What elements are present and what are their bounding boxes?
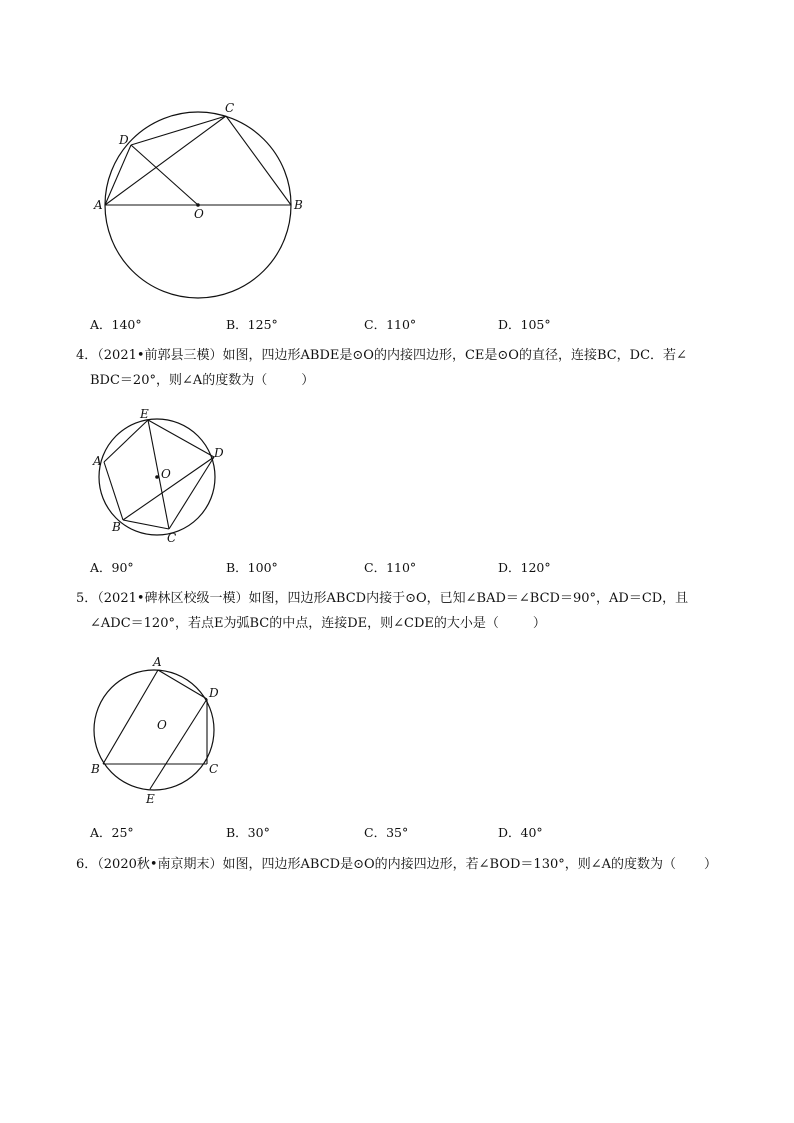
segment-ab bbox=[103, 670, 158, 764]
label-o: O bbox=[161, 467, 171, 481]
question-5 bbox=[76, 586, 736, 636]
center-point bbox=[155, 475, 159, 479]
options-q5 bbox=[90, 823, 730, 841]
label-b: B bbox=[294, 198, 303, 212]
question-4-line1: 4．（2021•前郭县三模）如图，四边形ABDE是⊙O的内接四边形，CE是⊙O的直径，连接BC，DC．若∠ bbox=[76, 348, 687, 363]
segments bbox=[105, 116, 291, 205]
option-c[interactable]: C．110° bbox=[364, 560, 417, 575]
options-q3 bbox=[90, 315, 730, 333]
option-b[interactable]: B．30° bbox=[226, 825, 270, 840]
options-q4 bbox=[90, 558, 730, 576]
label-b: B bbox=[112, 520, 121, 534]
segment-ac bbox=[105, 116, 226, 205]
segments bbox=[104, 420, 214, 529]
option-d[interactable]: D．40° bbox=[498, 825, 543, 840]
label-e: E bbox=[146, 792, 155, 806]
label-c: C bbox=[209, 762, 219, 776]
figure-q5 bbox=[88, 652, 238, 812]
option-b[interactable]: B．100° bbox=[226, 560, 278, 575]
label-e: E bbox=[140, 407, 149, 421]
question-4-source: （2021•前郭县三模） bbox=[97, 348, 223, 363]
question-4 bbox=[76, 343, 736, 393]
label-d: D bbox=[119, 133, 129, 147]
label-c: C bbox=[167, 531, 177, 545]
segment-ab bbox=[104, 462, 123, 520]
option-a[interactable]: A．90° bbox=[90, 560, 134, 575]
segment-da bbox=[158, 670, 207, 699]
label-o: O bbox=[194, 207, 204, 221]
label-a: A bbox=[153, 655, 162, 669]
label-b: B bbox=[91, 762, 100, 776]
question-5-source: （2021•碑林区校级一模） bbox=[97, 591, 249, 606]
question-4-line2: BDC＝20°，则∠A的度数为（ ） bbox=[90, 373, 315, 388]
segment-dc bbox=[131, 116, 226, 145]
option-a[interactable]: A．25° bbox=[90, 825, 134, 840]
segment-de bbox=[148, 420, 214, 457]
figure-q3 bbox=[90, 98, 310, 308]
label-o: O bbox=[157, 718, 167, 732]
label-d: D bbox=[214, 446, 224, 460]
question-5-line1: 5．（2021•碑林区校级一模）如图，四边形ABCD内接于⊙O，已知∠BAD＝∠BCD＝90°，AD＝CD，且 bbox=[76, 591, 689, 606]
segments bbox=[103, 670, 207, 789]
option-d[interactable]: D．105° bbox=[498, 317, 551, 332]
option-d[interactable]: D．120° bbox=[498, 560, 551, 575]
question-5-line2: ∠ADC＝120°，若点E为弧BC的中点，连接DE，则∠CDE的大小是（ ） bbox=[90, 616, 546, 631]
label-c: C bbox=[225, 101, 235, 115]
segment-do bbox=[131, 145, 198, 205]
label-a: A bbox=[93, 454, 102, 468]
segment-de bbox=[150, 699, 207, 789]
question-6 bbox=[76, 852, 736, 877]
figure-q4 bbox=[90, 405, 240, 550]
question-6-source: （2020秋•南京期末） bbox=[97, 857, 223, 872]
segment-dc bbox=[169, 457, 214, 529]
question-6-line1: 6．（2020秋•南京期末）如图，四边形ABCD是⊙O的内接四边形，若∠BOD＝130°，则∠A的度数为（ ） bbox=[76, 857, 718, 872]
circle-o bbox=[94, 670, 214, 790]
label-d: D bbox=[209, 686, 219, 700]
segment-cb bbox=[226, 116, 291, 205]
option-c[interactable]: C．35° bbox=[364, 825, 409, 840]
option-a[interactable]: A．140° bbox=[90, 317, 142, 332]
segment-ea bbox=[104, 420, 148, 462]
option-b[interactable]: B．125° bbox=[226, 317, 278, 332]
option-c[interactable]: C．110° bbox=[364, 317, 417, 332]
label-a: A bbox=[94, 198, 103, 212]
